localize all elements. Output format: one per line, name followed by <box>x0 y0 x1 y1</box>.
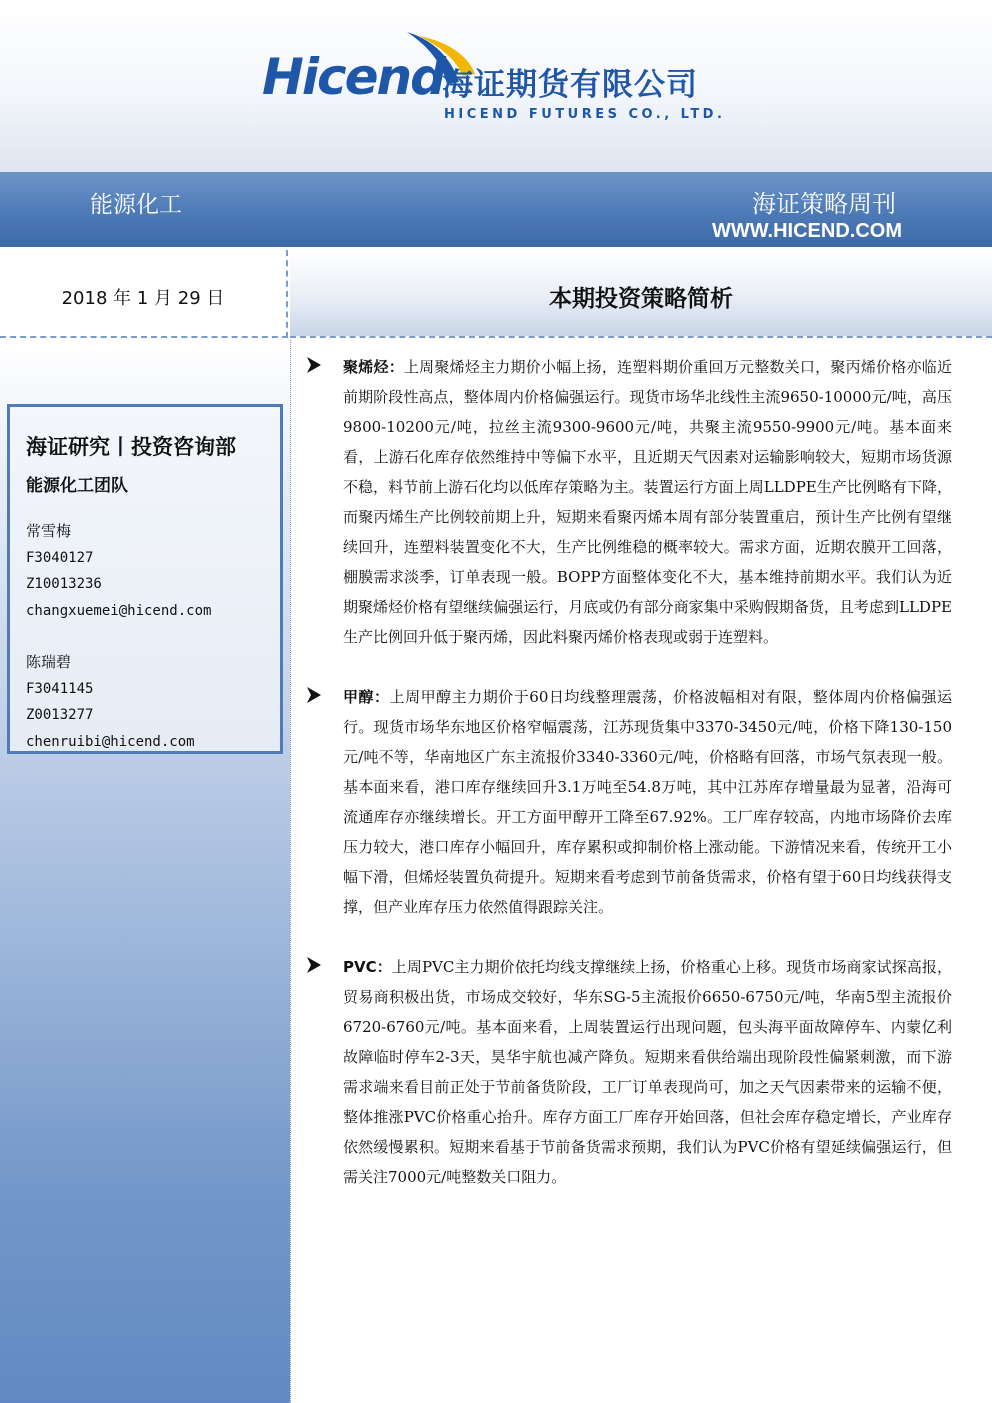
section-heading: 聚烯烃： <box>343 358 404 376</box>
section-paragraph <box>343 682 952 922</box>
section-paragraph <box>343 952 952 1192</box>
section-body: 上周聚烯烃主力期价小幅上扬，连塑料期价重回万元整数关口，聚丙烯价格亦临近前期阶段性高点，整体周内价格偏强运行。现货市场华北线性主流9650-10000元/吨，高压9800-10200元/吨，拉丝主流9300-9600元/吨，共聚主流9550-9900元/吨。基本面来看，上游石化库存依然维持中等偏下水平，且近期天气因素对运输影响较大，短期市场货源不稳，料节前上游石化均以低库存策略为主。装置运行方面上周LLDPE生产比例略有下降，而聚丙烯生产比例较前期上升，短期来看聚丙烯本周有部分装置重启，预计生产比例有望继续回升，连塑料装置变化不大，生产比例维稳的概率较大。需求方面，近期农膜开工回落，棚膜需求淡季，订单表现一般。BOPP方面整体变化不大，基本维持前期水平。我们认为近期聚烯烃价格有望继续偏强运行，月底或仍有部分商家集中采购假期备货，且考虑到LLDPE生产比例回升低于聚丙烯，因此料聚丙烯价格表现或弱于连塑料。 <box>343 358 952 646</box>
team-subtitle: 能源化工团队 <box>26 476 128 496</box>
logo-english: Hicend <box>262 48 444 106</box>
date-box <box>0 250 288 338</box>
member-email[interactable]: changxuemei@hicend.com <box>26 603 212 619</box>
logo-subtitle: HICEND FUTURES CO., LTD. <box>444 107 726 122</box>
arrow-bullet-icon <box>306 356 322 374</box>
member-license: F3040127 <box>26 550 94 566</box>
member-name: 陈瑞碧 <box>26 653 72 671</box>
team-title: 海证研究丨投资咨询部 <box>26 435 236 459</box>
arrow-bullet-icon <box>306 686 322 704</box>
company-logo <box>262 30 732 130</box>
report-category: 能源化工 <box>90 192 182 218</box>
website-url: WWW.HICEND.COM <box>712 220 902 242</box>
report-date: 2018 年 1 月 29 日 <box>61 288 225 309</box>
section-methanol <box>306 682 952 922</box>
section-body: 上周甲醇主力期价于60日均线整理震荡，价格波幅相对有限，整体周内价格偏强运行。现货市场华东地区价格窄幅震荡，江苏现货集中3370-3450元/吨，价格下降130-150元/吨不等，华南地区广东主流报价3340-3360元/吨，价格略有回落，市场气氛表现一般。基本面来看，港口库存继续回升3.1万吨至54.8万吨，其中江苏库存增量最为显著，沿海可流通库存亦继续增长。开工方面甲醇开工降至67.92%。工厂库存较高，内地市场降价去库压力较大，港口库存小幅回升，库存累积或抑制价格上涨动能。下游情况来看，传统开工小幅下滑，但烯烃装置负荷提升。短期来看考虑到节前备货需求，价格有望于60日均线获得支撑，但产业库存压力依然值得跟踪关注。 <box>343 688 952 916</box>
section-heading: 甲醇： <box>343 688 390 706</box>
title-box <box>290 250 992 338</box>
member-license: F3041145 <box>26 681 94 697</box>
member-license: Z0013277 <box>26 707 94 723</box>
member-license: Z10013236 <box>26 576 102 592</box>
page-title: 本期投资策略简析 <box>549 286 733 312</box>
member-name: 常雪梅 <box>26 522 72 540</box>
member-email[interactable]: chenruibi@hicend.com <box>26 734 195 750</box>
main-content <box>306 352 952 1222</box>
section-pvc <box>306 952 952 1192</box>
section-body: 上周PVC主力期价依托均线支撑继续上扬，价格重心上移。现货市场商家试探高报，贸易商积极出货，市场成交较好，华东SG-5主流报价6650-6750元/吨，华南5型主流报价6720-6760元/吨。基本面来看，上周装置运行出现问题，包头海平面故障停车、内蒙亿利故障临时停车2-3天，昊华宇航也减产降负。短期来看供给端出现阶段性偏紧刺激，而下游需求端来看目前正处于节前备货阶段，工厂订单表现尚可，加之天气因素带来的运输不便，整体推涨PVC价格重心抬升。库存方面工厂库存开始回落，但社会库存稳定增长，产业库存依然缓慢累积。短期来看基于节前备货需求预期，我们认为PVC价格有望延续偏强运行，但需关注7000元/吨整数关口阻力。 <box>343 958 952 1186</box>
header-logo-area <box>0 0 992 172</box>
column-divider <box>290 340 291 1403</box>
arrow-bullet-icon <box>306 956 322 974</box>
section-polyolefin <box>306 352 952 652</box>
section-paragraph <box>343 352 952 652</box>
section-heading: PVC： <box>343 958 392 976</box>
logo-chinese: 海证期货有限公司 <box>442 67 698 103</box>
publication-name: 海证策略周刊 <box>752 190 896 218</box>
team-info-box <box>7 404 283 754</box>
header-band <box>0 172 992 247</box>
